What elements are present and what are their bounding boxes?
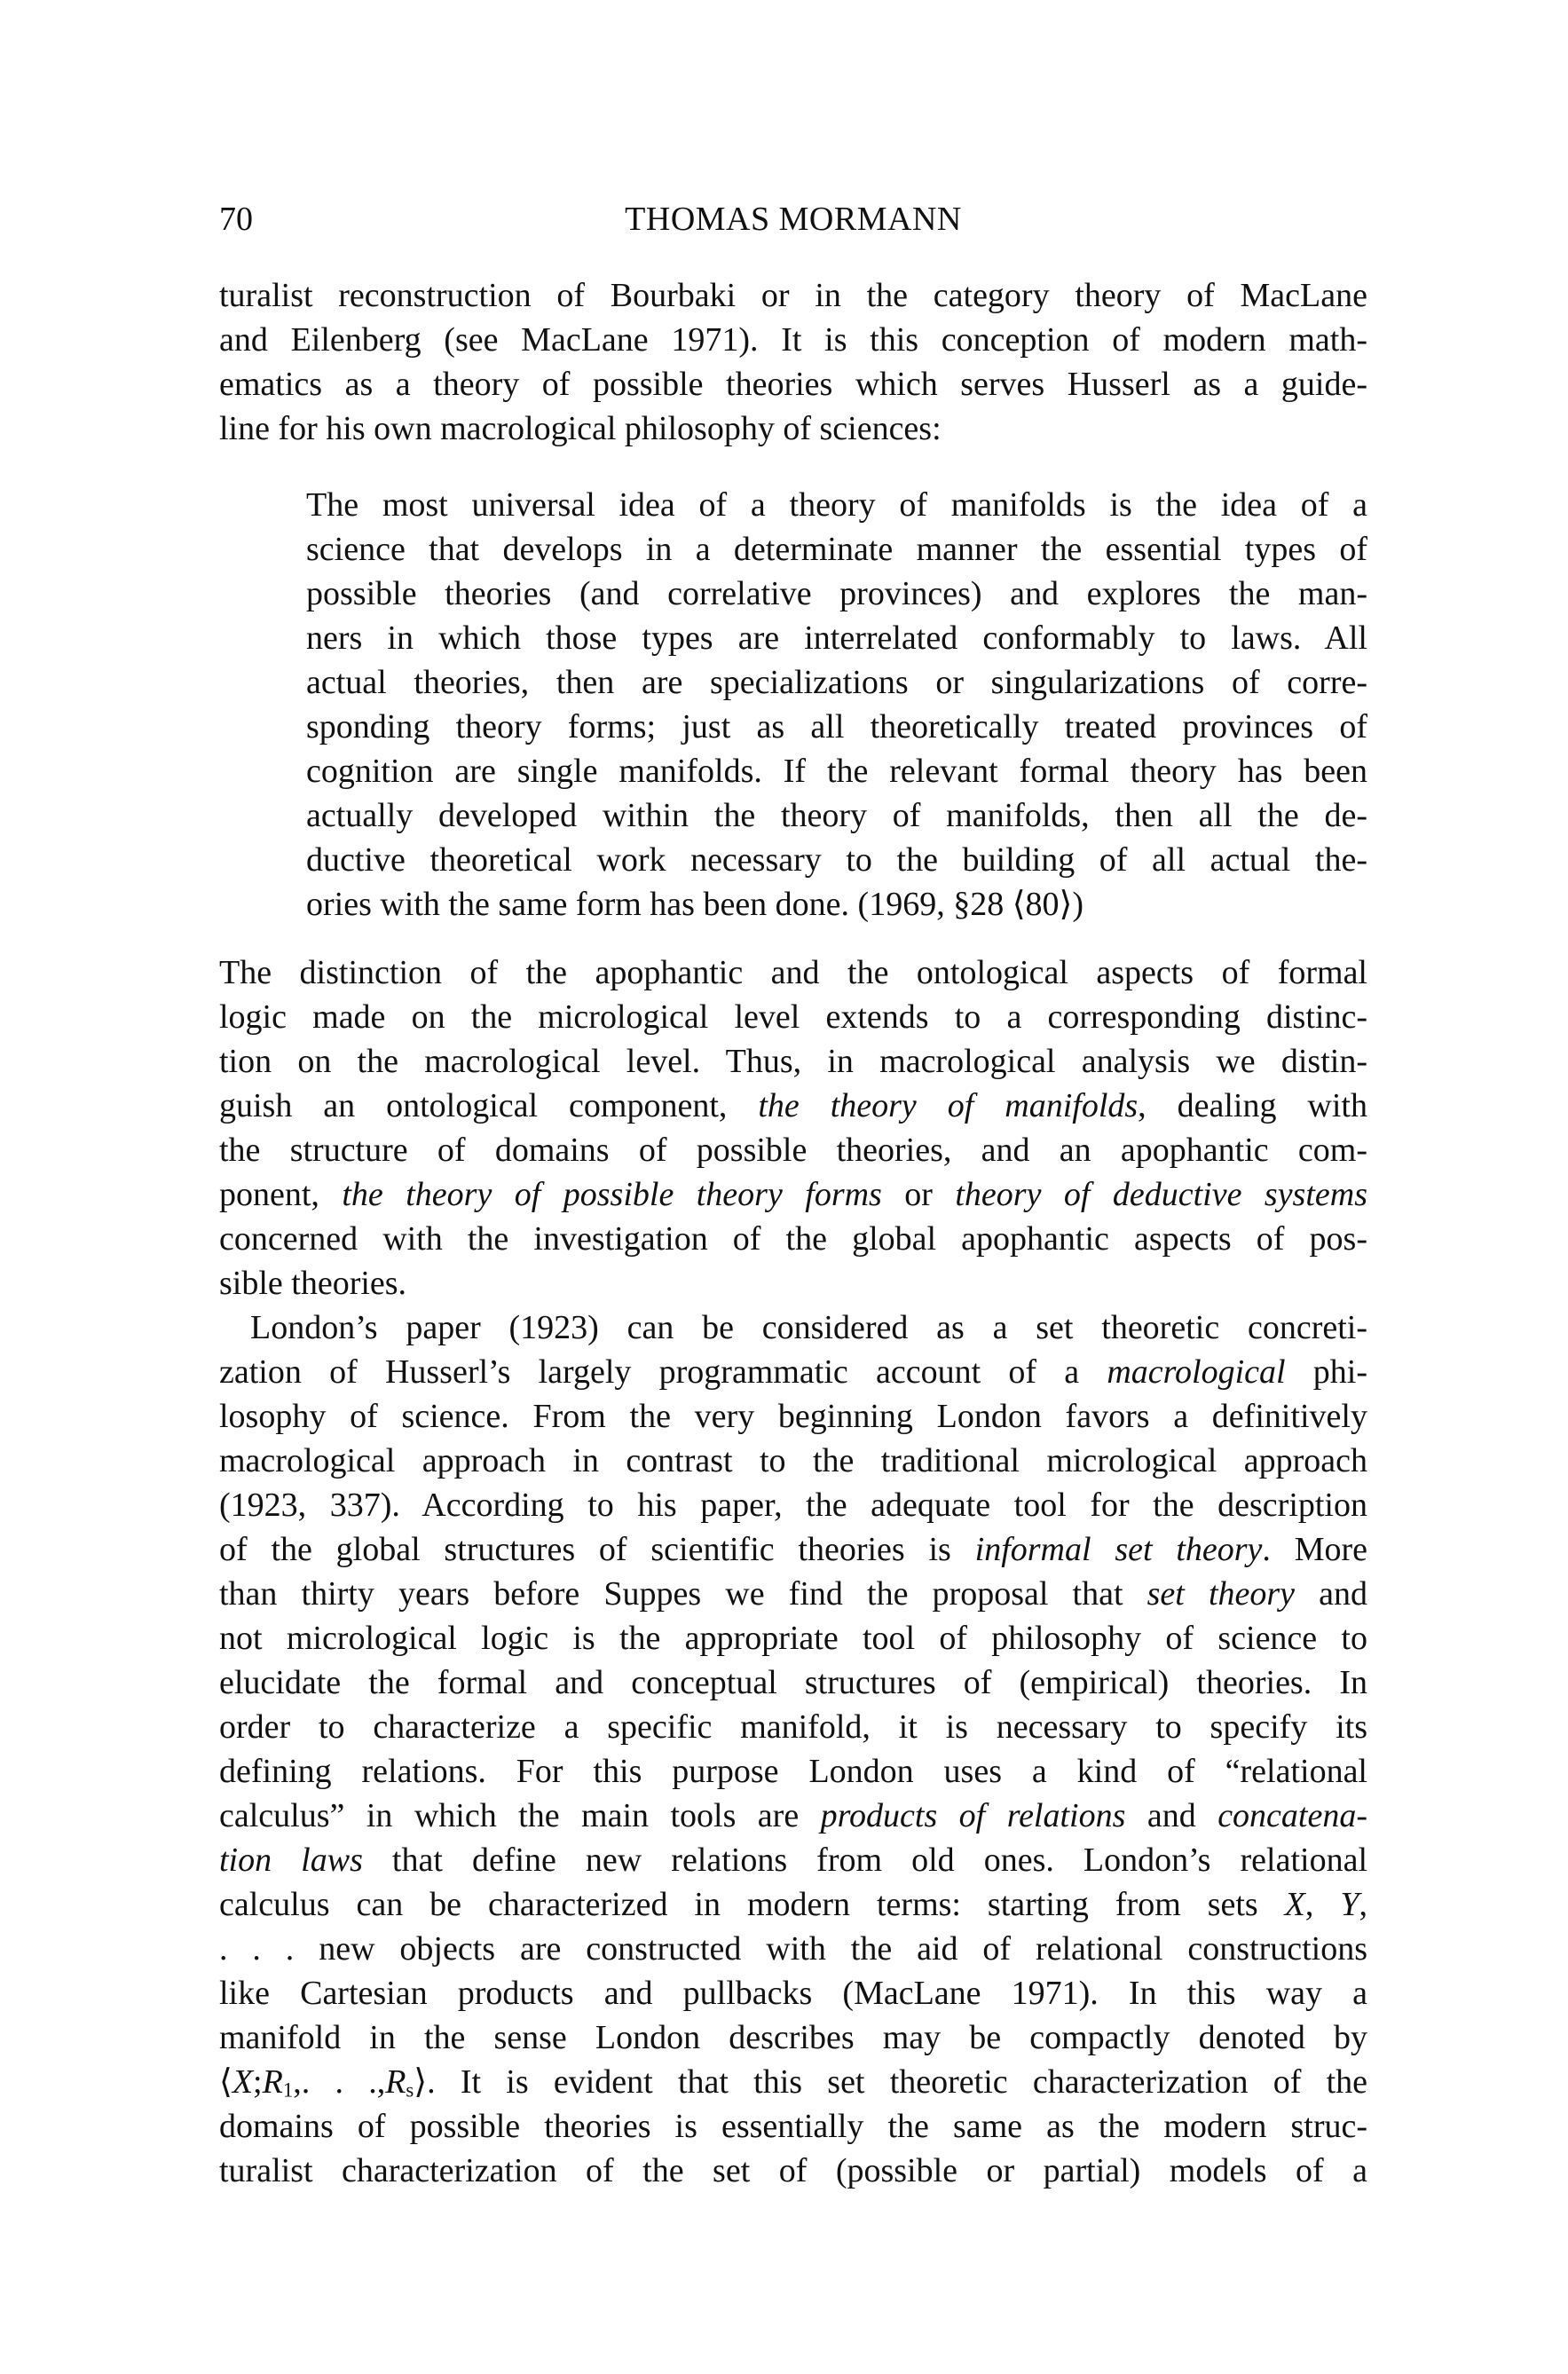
text-run: (1923, 337). According to his paper, the adequate tool for the description [219, 1487, 1367, 1524]
text-run: and [1295, 1575, 1367, 1613]
text-line [219, 1527, 1367, 1572]
subscript: s [406, 2078, 414, 2102]
text-run: domains of possible theories is essentially the same as the modern struc- [219, 2108, 1367, 2145]
text-line [219, 1971, 1367, 2015]
italic-text: Y [1340, 1886, 1359, 1923]
text-run: tion on the macrological level. Thus, in macrological analysis we distin- [219, 1043, 1367, 1080]
text-line [219, 2060, 1367, 2104]
text-line [219, 406, 1367, 451]
text-line [219, 1882, 1367, 1927]
text-run: ; [253, 2063, 263, 2101]
text-line [306, 793, 1367, 838]
text-run: macrological approach in contrast to the traditional micrological approach [219, 1442, 1367, 1479]
text-run: like Cartesian products and pullbacks (MacLane 1971). In this way a [219, 1975, 1367, 2012]
text-run: , [1304, 1886, 1341, 1923]
text-run: ponent, [219, 1176, 343, 1213]
text-line [306, 660, 1367, 705]
text-run: manifold in the sense London describes may be compactly denoted by [219, 2019, 1367, 2056]
text-line [219, 1172, 1367, 1217]
text-run: sible theories. [219, 1265, 407, 1302]
text-line [219, 1350, 1367, 1394]
text-run: possible theories (and correlative provinces) and explores the man- [306, 575, 1367, 612]
italic-text: R [385, 2063, 406, 2101]
running-header [219, 197, 1367, 241]
text-run: concerned with the investigation of the global apophantic aspects of pos- [219, 1220, 1367, 1258]
text-line [219, 2104, 1367, 2149]
italic-text: tion laws [219, 1842, 363, 1879]
paragraph [219, 950, 1367, 1305]
text-run: calculus” in which the main tools are [219, 1797, 821, 1834]
text-run: phi- [1285, 1353, 1367, 1391]
text-line [306, 572, 1367, 616]
italic-text: products of relations [820, 1797, 1126, 1834]
text-run: ⟨ [219, 2063, 232, 2101]
text-line [219, 1439, 1367, 1483]
text-line [306, 749, 1367, 793]
text-run: turalist reconstruction of Bourbaki or in the category theory of MacLane [219, 277, 1367, 314]
text-line [306, 838, 1367, 882]
text-run: The distinction of the apophantic and the ontological aspects of formal [219, 954, 1367, 991]
text-line [219, 950, 1367, 995]
text-run: zation of Husserl’s largely programmatic account of a [219, 1353, 1107, 1391]
text-line [219, 1261, 1367, 1305]
text-line [219, 1616, 1367, 1660]
italic-text: concatena- [1217, 1797, 1367, 1834]
text-run: order to characterize a specific manifold, it is necessary to specify its [219, 1708, 1367, 1746]
text-run: and [1125, 1797, 1218, 1834]
text-line [219, 1305, 1367, 1350]
text-run: than thirty years before Suppes we find the proposal that [219, 1575, 1147, 1613]
italic-text: macrological [1107, 1353, 1286, 1391]
text-run: actually developed within the theory of manifolds, then all the de- [306, 797, 1367, 834]
text-line [219, 1039, 1367, 1084]
text-run: line for his own macrological philosophy of sciences: [219, 410, 942, 447]
text-run: ductive theoretical work necessary to the building of all actual the- [306, 841, 1367, 879]
text-run: not micrological logic is the appropriate tool of philosophy of science to [219, 1620, 1367, 1657]
block-quote [306, 483, 1367, 927]
italic-text: X [1284, 1886, 1305, 1923]
italic-text: the theory of manifolds [758, 1087, 1139, 1124]
text-line [219, 1749, 1367, 1794]
italic-text: theory of deductive systems [955, 1176, 1367, 1213]
text-line [219, 1660, 1367, 1705]
subscript: 1 [282, 2078, 294, 2102]
text-line [306, 483, 1367, 527]
text-line [219, 995, 1367, 1039]
text-run: elucidate the formal and conceptual structures of (empirical) theories. In [219, 1664, 1367, 1701]
text-line [219, 2149, 1367, 2193]
paragraph [219, 1305, 1367, 2193]
text-line [219, 273, 1367, 318]
text-run: losophy of science. From the very beginning London favors a definitively [219, 1398, 1367, 1435]
page-body [219, 273, 1367, 2193]
text-run: logic made on the micrological level extends to a corresponding distinc- [219, 998, 1367, 1036]
italic-text: set theory [1146, 1575, 1296, 1613]
text-run: and Eilenberg (see MacLane 1971). It is this conception of modern math- [219, 321, 1367, 359]
text-run: The most universal idea of a theory of manifolds is the idea of a [306, 486, 1367, 524]
page-number: 70 [219, 201, 253, 238]
text-run: ematics as a theory of possible theories which serves Husserl as a guide- [219, 366, 1367, 403]
text-run: that define new relations from old ones. London’s relational [362, 1842, 1367, 1879]
text-run: the structure of domains of possible theories, and an apophantic com- [219, 1132, 1367, 1169]
text-run: of the global structures of scientific theories is [219, 1531, 975, 1568]
text-run: science that develops in a determinate manner the essential types of [306, 531, 1367, 568]
italic-text: informal set theory [974, 1531, 1263, 1568]
text-line [219, 318, 1367, 362]
text-run: . More [1262, 1531, 1367, 1568]
text-line [219, 1394, 1367, 1439]
text-run: sponding theory forms; just as all theoretically treated provinces of [306, 708, 1367, 745]
text-run: cognition are single manifolds. If the relevant formal theory has been [306, 753, 1367, 790]
text-line [306, 527, 1367, 572]
text-line [219, 362, 1367, 406]
text-line [306, 882, 1367, 927]
text-run: or [881, 1176, 956, 1213]
text-line [219, 1128, 1367, 1172]
text-run: , dealing with [1138, 1087, 1367, 1124]
text-run: calculus can be characterized in modern terms: starting from sets [219, 1886, 1285, 1923]
text-line [219, 2015, 1367, 2060]
italic-text: X [232, 2063, 254, 2101]
text-line [219, 1572, 1367, 1616]
text-line [219, 1483, 1367, 1527]
running-title: THOMAS MORMANN [625, 201, 962, 238]
text-run: ories with the same form has been done. (1969, §28 ⟨80⟩) [306, 886, 1084, 923]
text-run: ,. . ., [293, 2063, 386, 2101]
text-line [219, 1705, 1367, 1749]
text-run: , [1359, 1886, 1367, 1923]
text-line [219, 1838, 1367, 1882]
text-run: defining relations. For this purpose London uses a kind of “relational [219, 1753, 1367, 1790]
text-line [306, 616, 1367, 660]
text-line [219, 1084, 1367, 1128]
text-line [219, 1794, 1367, 1838]
text-run: actual theories, then are specializations or singularizations of corre- [306, 664, 1367, 701]
text-line [306, 705, 1367, 749]
italic-text: the theory of possible theory forms [342, 1176, 882, 1213]
text-line [219, 1927, 1367, 1971]
text-line [219, 1217, 1367, 1261]
text-run: . . . new objects are constructed with the aid of relational constructions [219, 1930, 1367, 1968]
italic-text: R [262, 2063, 283, 2101]
text-run: turalist characterization of the set of (possible or partial) models of a [219, 2152, 1367, 2189]
text-run: guish an ontological component, [219, 1087, 759, 1124]
text-run: ⟩. It is evident that this set theoretic characterization of the [414, 2063, 1367, 2101]
paragraph [219, 273, 1367, 451]
text-run: London’s paper (1923) can be considered as a set theoretic concreti- [250, 1309, 1367, 1346]
text-run: ners in which those types are interrelated conformably to laws. All [306, 619, 1367, 657]
